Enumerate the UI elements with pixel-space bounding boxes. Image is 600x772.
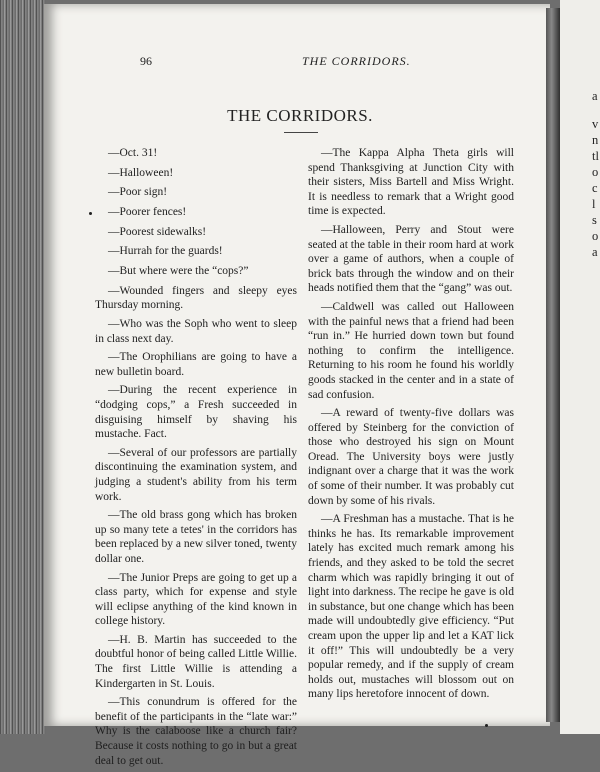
paragraph: —The Kappa Alpha Theta girls will spend Thanksgiving at Junction City with their sisters, Miss Bartell and Miss Wright. It is needless to remark that a Wright good time is expected. bbox=[308, 147, 514, 218]
ink-speck bbox=[89, 212, 92, 215]
paragraph: —Wounded fingers and sleepy eyes Thursday morning. bbox=[95, 284, 297, 312]
paragraph: —A Freshman has a mustache. That is he thinks he has. Its remarkable improvement lately has excited much remark among his friends, and they asked to be told the secret charm which was rapidly bringing it out of light into darkness. The recipe he gave is old in substance, but one change which has been made will undoubtedly give efficiency. “Put cream upon the upper lip and let a KAT lick it off!” This will undoubtedly be a very popular remedy, and if the supply of cream holds out, mustaches will blossom out on many lips heretofore innocent of down. bbox=[308, 513, 514, 701]
fragment: s bbox=[592, 213, 597, 227]
fragment: tl bbox=[592, 149, 599, 163]
paragraph: —Poorest sidewalks! bbox=[108, 225, 207, 238]
paragraph: —Several of our professors are partially discontinuing the examination system, and judging a student's ability from his term work. bbox=[95, 446, 297, 503]
paragraph: —Halloween, Perry and Stout were seated at the table in their room hard at work over a game of authors, when a couple of brick bats through the window and on their heads notified them that the “gang” was out. bbox=[308, 223, 514, 295]
paragraph: —Poorer fences! bbox=[108, 206, 187, 219]
page-number: 96 bbox=[140, 54, 152, 68]
article-title: THE CORRIDORS. bbox=[227, 106, 373, 125]
paragraph: —Halloween! bbox=[108, 166, 174, 179]
paragraph: —During the recent experience in “dodging cops,” a Fresh succeeded in disguising himself by shaving his mustache. Fact. bbox=[95, 384, 297, 441]
running-head: THE CORRIDORS. bbox=[302, 54, 411, 68]
fragment: v bbox=[592, 117, 599, 131]
fragment: l bbox=[592, 197, 596, 211]
fragment: o bbox=[592, 229, 599, 243]
fragment: n bbox=[592, 133, 599, 147]
paragraph: —Poor sign! bbox=[108, 186, 168, 199]
paragraph: —H. B. Martin has succeeded to the doubtful honor of being called Little Willie. The first Little Willie is attending a Kindergarten in St. Louis. bbox=[95, 633, 297, 690]
paragraph: —But where were the “cops?” bbox=[108, 265, 249, 278]
paragraph: —Hurrah for the guards! bbox=[108, 245, 223, 258]
next-page-edge bbox=[560, 0, 600, 734]
right-column bbox=[308, 146, 514, 706]
fragment: o bbox=[592, 165, 599, 179]
fragment: c bbox=[592, 181, 598, 195]
book-spine bbox=[0, 0, 46, 734]
paragraph: —The Junior Preps are going to get up a class party, which for expense and style will eclipse anything of the kind known in college history. bbox=[95, 571, 297, 628]
title-rule bbox=[284, 132, 318, 133]
ink-speck bbox=[485, 724, 488, 727]
paragraph: —This conundrum is offered for the benefit of the participants in the “late war:” Why is the calaboose like a church fair? Because it costs nothing to go in but a great deal to get out. bbox=[95, 696, 297, 767]
paragraph: —A reward of twenty-five dollars was offered by Steinberg for the conviction of those who destroyed his sign on Mount Oread. The University boys were justly indignant over a charge that it was the work of some of their number. It was probably cut down by some of his rivals. bbox=[308, 407, 514, 507]
fragment: a bbox=[592, 89, 598, 103]
paragraph: —Oct. 31! bbox=[108, 147, 158, 159]
left-column bbox=[95, 146, 297, 772]
paragraph: —The Orophilians are going to have a new bulletin board. bbox=[95, 351, 297, 378]
page-edge bbox=[546, 8, 560, 722]
paragraph: —Who was the Soph who went to sleep in class next day. bbox=[95, 318, 297, 345]
paragraph: —Caldwell was called out Halloween with the painful news that a friend had been “run in.” He hurried down town but found nothing to confirm the intelligence. Returning to his room he found his worldly goods stacked in the center and in a state of sad confusion. bbox=[308, 300, 514, 401]
paragraph: —The old brass gong which has broken up so many tete a tetes' in the corridors has been replaced by a new silver toned, twenty dollar one. bbox=[95, 509, 297, 565]
fragment: a bbox=[592, 245, 598, 259]
